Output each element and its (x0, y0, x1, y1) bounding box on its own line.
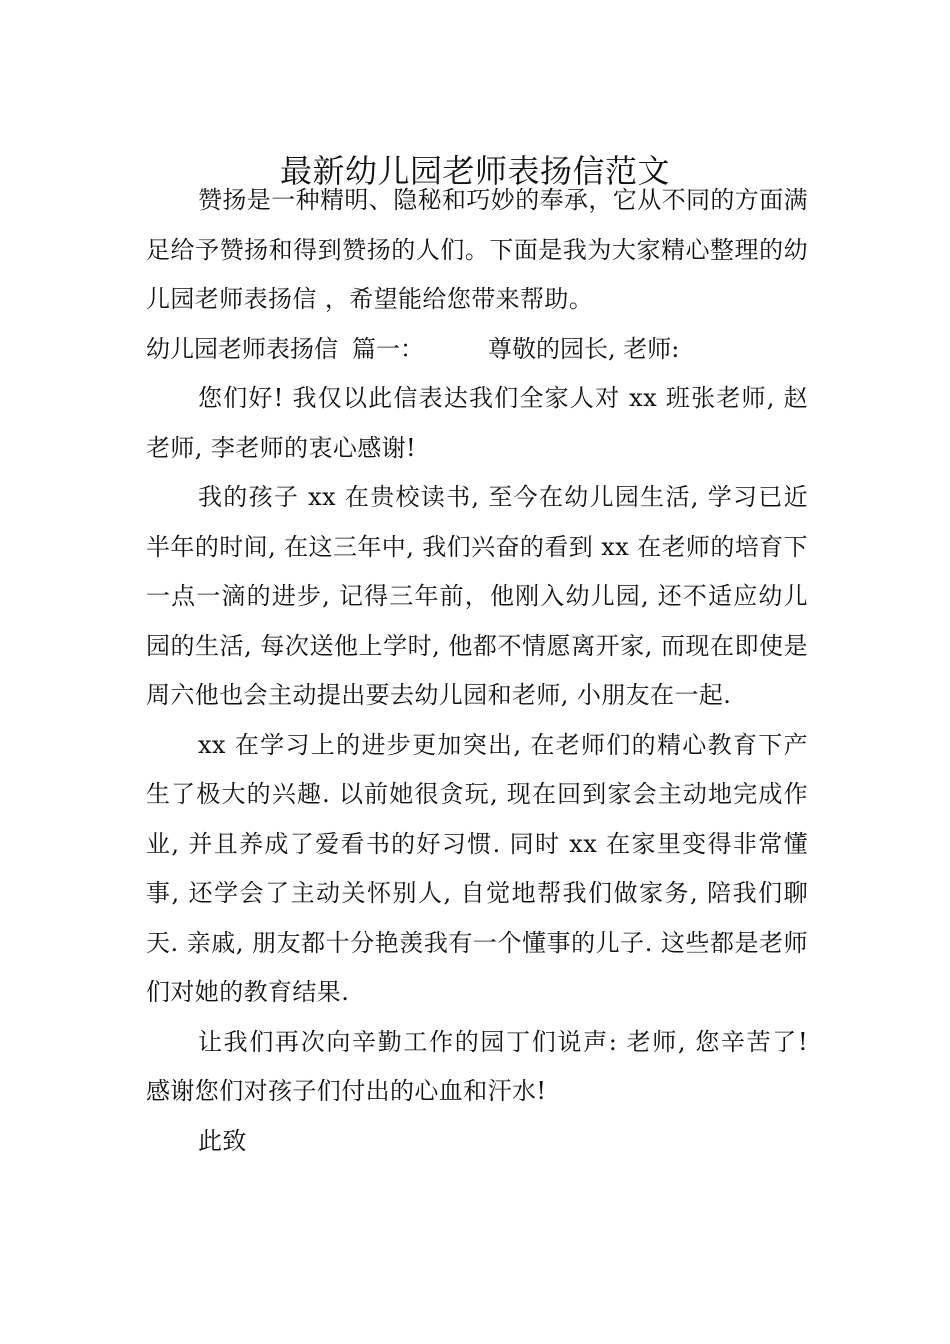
greeting: 尊敬的园长, 老师: (488, 334, 680, 363)
section-header (146, 325, 808, 375)
intro-paragraph: 赞扬是一种精明、隐秘和巧妙的奉承，它从不同的方面满足给予赞扬和得到赞扬的人们。下面是我为大家精心整理的幼儿园老师表扬信 ，希望能给您带来帮助。 (146, 186, 808, 313)
section-number: 篇一： (352, 334, 424, 363)
closing-line: 此致 (198, 1126, 247, 1155)
section-label: 幼儿园老师表扬信 (146, 334, 338, 363)
body-paragraph-4: 让我们再次向辛勤工作的园丁们说声: 老师, 您辛苦了! 感谢您们对孩子们付出的心血和汗水! (146, 1027, 808, 1105)
body-paragraph-1: 您们好! 我仅以此信表达我们全家人对 xx 班张老师, 赵老师, 李老师的衷心感谢! (146, 384, 808, 462)
body-paragraph-2: 我的孩子 xx 在贵校读书, 至今在幼儿园生活, 学习已近半年的时间, 在这三年中, 我们兴奋的看到 xx 在老师的培育下一点一滴的进步, 记得三年前，他刚入幼儿园, 还不适应幼儿园的生活, 每次送他上学时, 他都不情愿离开家, 而现在即使是周六他也会主动提出要去幼儿园和老师, 小朋友在一起. (146, 483, 808, 709)
body-paragraph-3: xx 在学习上的进步更加突出, 在老师们的精心教育下产生了极大的兴趣. 以前她很贪玩, 现在回到家会主动地完成作业, 并且养成了爱看书的好习惯. 同时 xx 在家里变得非常懂事, 还学会了主动关怀别人, 自觉地帮我们做家务, 陪我们聊天. 亲戚, 朋友都十分艳羡我有一个懂事的儿子. 这些都是老师们对她的教育结果. (146, 730, 808, 1006)
document-body (146, 176, 808, 1166)
document-title: 最新幼儿园老师表扬信范文 (279, 152, 670, 191)
